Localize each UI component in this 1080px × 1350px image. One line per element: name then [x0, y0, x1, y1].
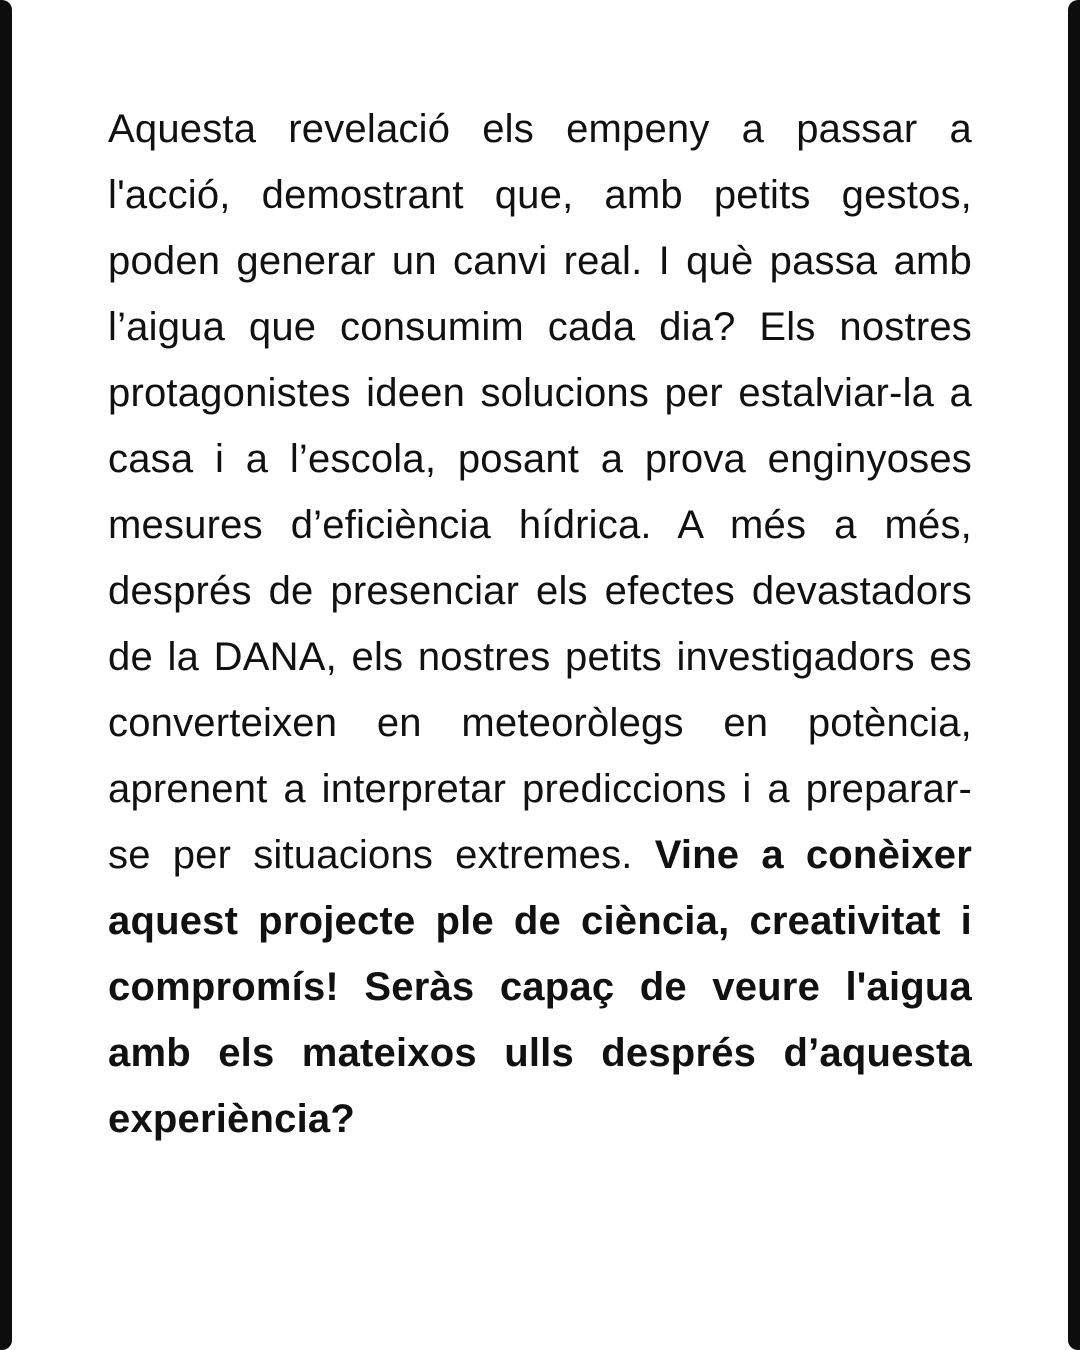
text-page: [108, 96, 972, 1152]
right-border-bar: [1068, 0, 1080, 1350]
body-paragraph: [108, 96, 972, 1152]
call-to-action-text: Vine a conèixer aquest projecte ple de ciència, creativitat i compromís! Seràs capaç de veure l'aigua amb els mateixos ulls després d’aquesta experiència?: [108, 833, 972, 1141]
body-text: Aquesta revelació els empeny a passar a l'acció, demostrant que, amb petits gestos, poden generar un canvi real. I què passa amb l’aigua que consumim cada dia? Els nostres protagonistes ideen solucions per estalviar-la a casa i a l’escola, posant a prova enginyoses mesures d’eficiència hídrica. A més a més, després de presenciar els efectes devastadors de la DANA, els nostres petits investigadors es converteixen en meteoròlegs en potència, aprenent a interpretar prediccions i a preparar-se per situacions extremes.: [108, 107, 972, 877]
left-border-bar: [0, 0, 12, 1350]
